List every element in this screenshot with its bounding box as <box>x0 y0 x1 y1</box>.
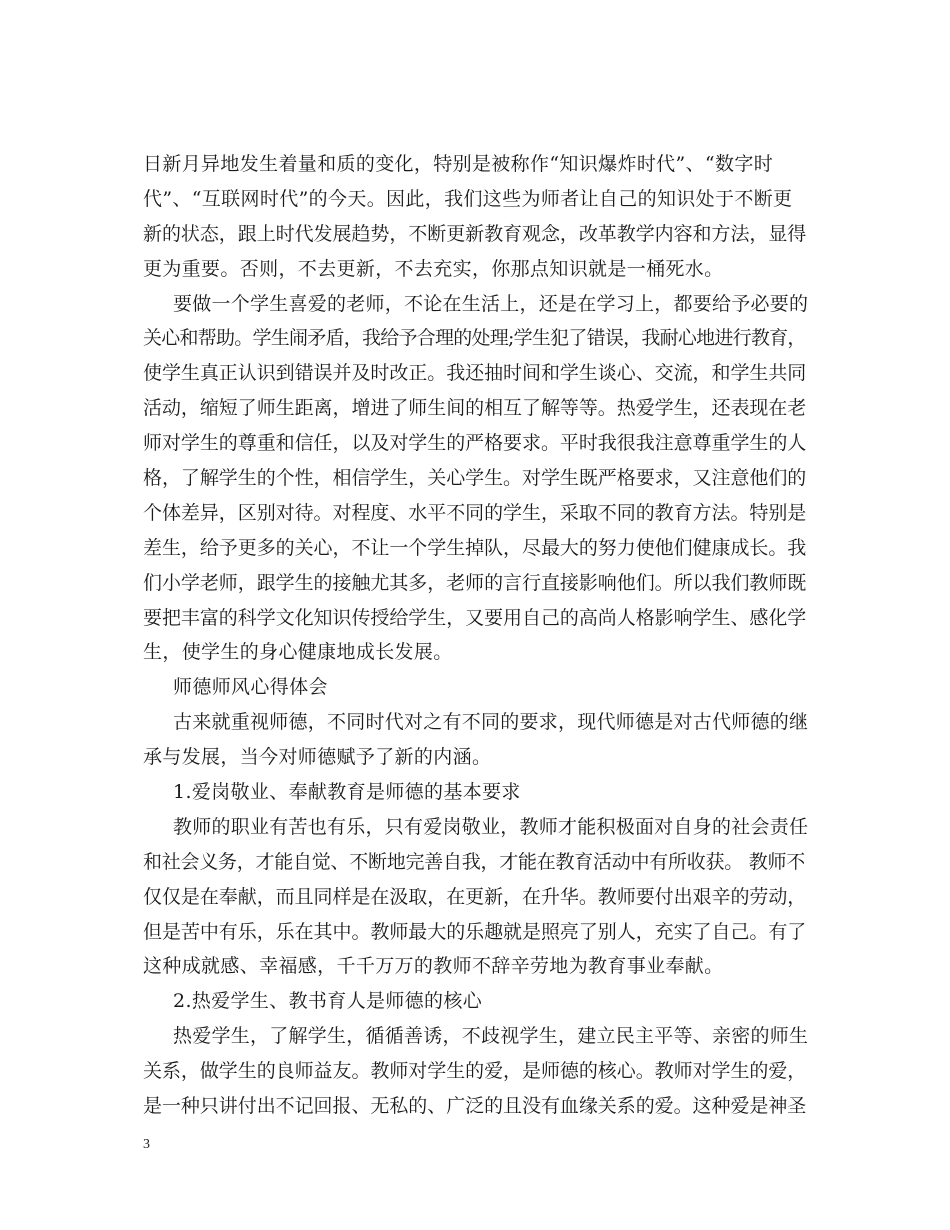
text-line: 承与发展，当今对师德赋予了新的内涵。 <box>143 746 492 769</box>
body-text <box>143 147 808 1124</box>
text-line: 是一种只讲付出不记回报、无私的、广泛的且没有血缘关系的爱。这种爱是神圣 <box>143 1095 807 1118</box>
text-line: 热爱学生，了解学生，循循善诱，不歧视学生，建立民主平等、亲密的师生 <box>173 1025 809 1048</box>
text-line: 要做一个学生喜爱的老师，不论在生活上，还是在学习上，都要给予必要的 <box>173 292 809 315</box>
text-line: 教师的职业有苦也有乐，只有爱岗敬业，教师才能积极面对自身的社会责任 <box>173 815 809 838</box>
text-line: 师对学生的尊重和信任，以及对学生的严格要求。平时我很我注意尊重学生的人 <box>143 432 807 455</box>
text-line: 更为重要。否则，不去更新，不去充实，你那点知识就是一桶死水。 <box>143 257 724 280</box>
text-line: 新的状态，跟上时代发展趋势，不断更新教育观念，改革教学内容和方法，显得 <box>143 222 807 245</box>
text-line: 格，了解学生的个性，相信学生，关心学生。对学生既严格要求，又注意他们的 <box>143 467 807 490</box>
text-line: 关系，做学生的良师益友。教师对学生的爱，是师德的核心。教师对学生的爱， <box>143 1060 807 1083</box>
text-line: 但是苦中有乐，乐在其中。教师最大的乐趣就是照亮了别人，充实了自己。有了 <box>143 920 807 943</box>
page-number: 3 <box>143 1137 150 1152</box>
text-line: 1.爱岗敬业、奉献教育是师德的基本要求 <box>173 781 521 804</box>
text-line: 和社会义务，才能自觉、不断地完善自我，才能在教育活动中有所收获。 教师不 <box>143 850 806 873</box>
text-line: 2.热爱学生、教书育人是师德的核心 <box>173 990 483 1013</box>
text-line: 代”、“互联网时代”的今天。因此，我们这些为师者让自己的知识处于不断更 <box>143 187 793 210</box>
text-line: 日新月异地发生着量和质的变化，特别是被称作“知识爆炸时代”、“数字时 <box>143 153 774 175</box>
text-line: 差生，给予更多的关心，不让一个学生掉队，尽最大的努力使他们健康成长。我 <box>143 536 807 559</box>
text-line: 古来就重视师德，不同时代对之有不同的要求，现代师德是对古代师德的继 <box>173 711 809 734</box>
text-line: 活动，缩短了师生距离，增进了师生间的相互了解等等。热爱学生，还表现在老 <box>143 397 807 420</box>
text-line: 这种成就感、幸福感，千千万万的教师不辞辛劳地为教育事业奉献。 <box>143 955 724 978</box>
text-line: 要把丰富的科学文化知识传授给学生，又要用自己的高尚人格影响学生、感化学 <box>143 606 807 629</box>
text-line: 们小学老师，跟学生的接触尤其多，老师的言行直接影响他们。所以我们教师既 <box>143 571 807 594</box>
text-line: 生，使学生的身心健康地成长发展。 <box>143 641 453 664</box>
text-line: 关心和帮助。学生闹矛盾，我给予合理的处理;学生犯了错误，我耐心地进行教育， <box>143 327 806 350</box>
text-line: 个体差异，区别对待。对程度、水平不同的学生，采取不同的教育方法。特别是 <box>143 501 807 524</box>
text-line: 师德师风心得体会 <box>173 676 328 699</box>
text-line: 仅仅是在奉献，而且同样是在汲取，在更新，在升华。教师要付出艰辛的劳动， <box>143 885 807 908</box>
text-line: 使学生真正认识到错误并及时改正。我还抽时间和学生谈心、交流，和学生共同 <box>143 362 807 385</box>
